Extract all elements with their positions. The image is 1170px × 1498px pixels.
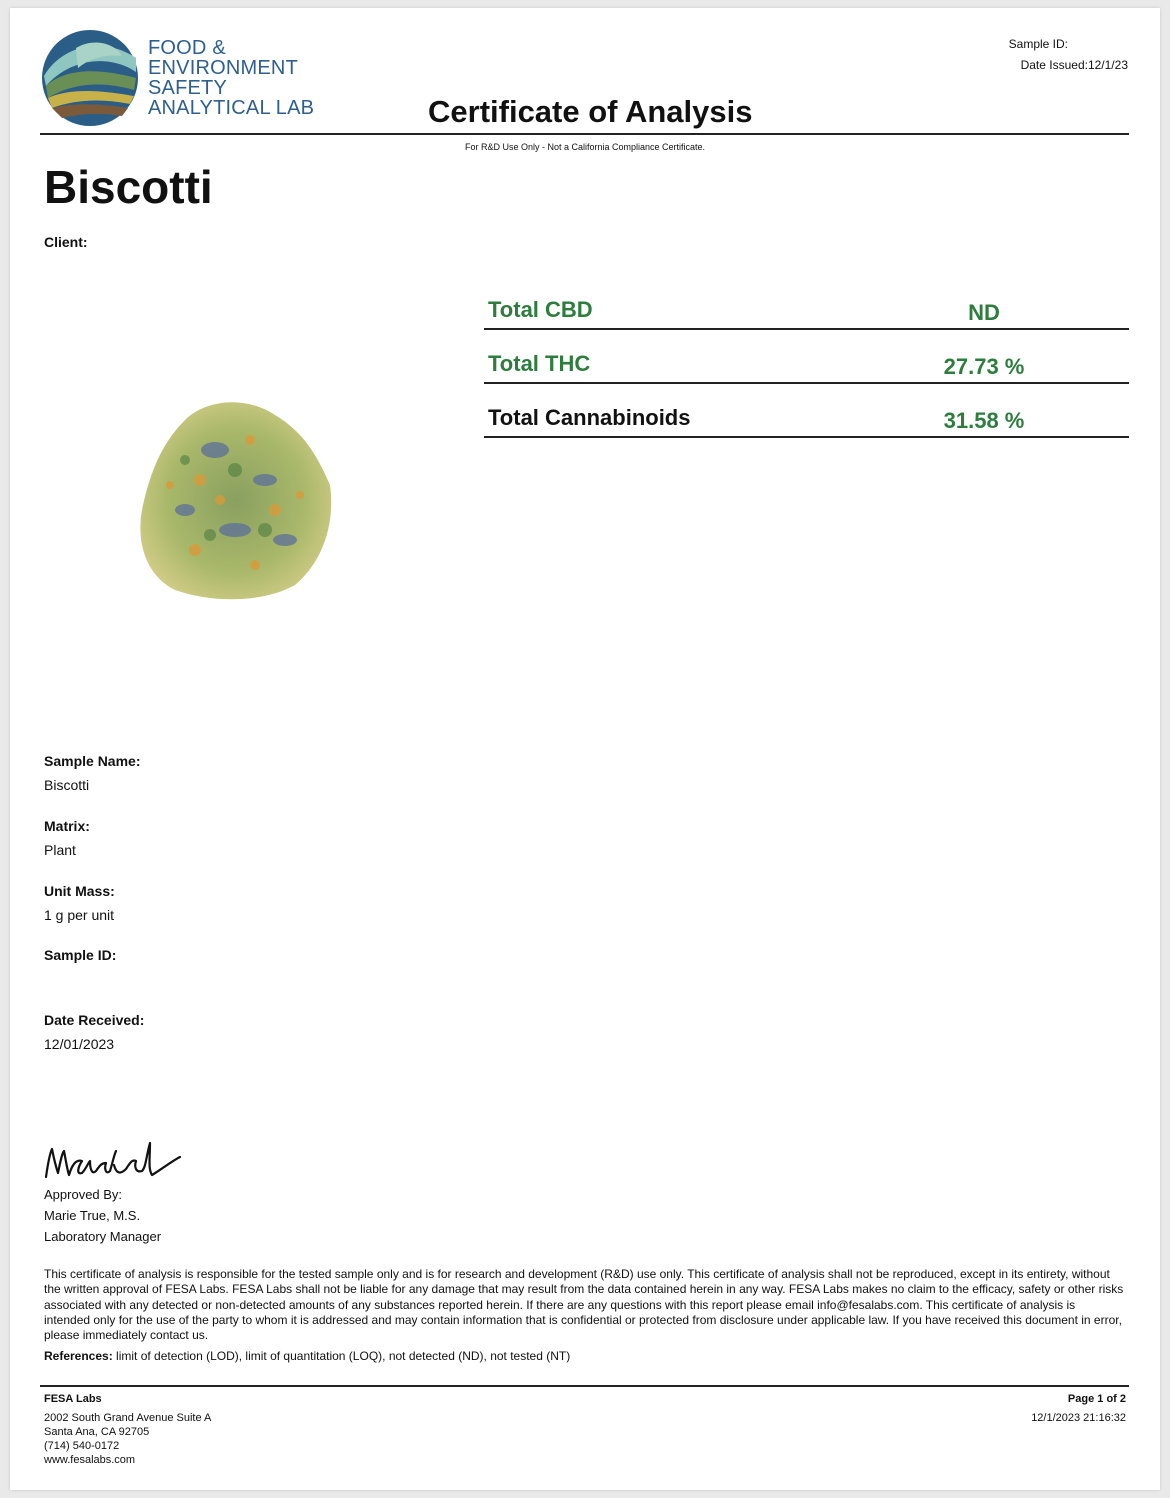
footer-page-info: [1031, 1392, 1126, 1425]
approver-name: Marie True, M.S.: [44, 1208, 141, 1223]
footer-address-line2: Santa Ana, CA 92705: [44, 1426, 150, 1438]
potency-row-thc: [484, 338, 1129, 384]
potency-label: Total CBD: [488, 297, 593, 322]
matrix-label: Matrix:: [44, 818, 90, 834]
signature-image: [42, 1133, 182, 1183]
sample-title: Biscotti: [44, 161, 213, 213]
header-meta: [1009, 34, 1128, 76]
potency-row-total: [484, 392, 1129, 438]
approval-block: [44, 1184, 161, 1247]
header-divider: [40, 133, 1129, 135]
potency-row-cbd: [484, 284, 1129, 330]
rnd-note: For R&D Use Only - Not a California Compliance Certificate.: [464, 142, 706, 152]
sample-name-label: Sample Name:: [44, 753, 141, 769]
date-issued-value: 12/1/23: [1087, 58, 1128, 72]
potency-value: 31.58 %: [943, 408, 1025, 433]
flower-bud-image: [125, 390, 340, 605]
date-issued-label: Date Issued:: [1020, 58, 1088, 72]
sample-name-value: Biscotti: [44, 777, 90, 793]
lab-logo-icon: [40, 28, 140, 128]
approved-by-label: Approved By:: [44, 1187, 123, 1202]
document-title: Certificate of Analysis: [428, 94, 753, 129]
matrix-block: [44, 818, 90, 858]
logo-line: SAFETY: [148, 77, 227, 99]
logo-line: ENVIRONMENT: [148, 57, 298, 79]
logo-line: FOOD &: [148, 37, 226, 59]
disclaimer-text: This certificate of analysis is responsible for the tested sample only and is for research and development (R&D) use only. This certificate of analysis shall not be reproduced, except in its entirety, without the written approval of FESA Labs. FESA Labs shall not be liable for any damage that may result from the data contained herein in any way. FESA Labs makes no claim to the efficacy, safety or other risks associated with any detected or non-detected amounts of any substances reported herein. If there are any questions with this report please email info@fesalabs.com. This certificate of analysis is intended only for the use of the party to whom it is addressed and may contain information that is confidential or protected from disclosure under applicable law. If you have received this document in error, please immediately contact us.: [44, 1267, 1124, 1343]
sample-id-block: [44, 947, 116, 963]
footer-company: FESA Labs: [44, 1393, 102, 1405]
footer-divider: [40, 1385, 1129, 1387]
sample-id-label: Sample ID:: [44, 947, 117, 963]
matrix-value: Plant: [44, 842, 76, 858]
references-label: References:: [44, 1349, 113, 1363]
potency-label: Total THC: [488, 351, 591, 376]
logo-line: ANALYTICAL LAB: [148, 97, 315, 119]
references: [44, 1349, 570, 1363]
footer-address: [44, 1392, 211, 1467]
footer-phone: (714) 540-0172: [44, 1440, 120, 1452]
certificate-page: [10, 8, 1160, 1490]
unit-mass-block: [44, 883, 115, 923]
page-number: Page 1 of 2: [1067, 1393, 1126, 1405]
footer-address-line1: 2002 South Grand Avenue Suite A: [44, 1412, 212, 1424]
lab-logo-text: [148, 38, 314, 118]
approver-title: Laboratory Manager: [44, 1229, 162, 1244]
unit-mass-value: 1 g per unit: [44, 907, 115, 923]
sample-name-block: [44, 753, 140, 793]
print-timestamp: 12/1/2023 21:16:32: [1031, 1412, 1126, 1424]
potency-label: Total Cannabinoids: [488, 405, 691, 430]
sample-id-label: Sample ID:: [1008, 37, 1068, 51]
references-text: limit of detection (LOD), limit of quantitation (LOQ), not detected (ND), not tested (NT): [116, 1349, 571, 1363]
date-received-value: 12/01/2023: [44, 1036, 115, 1052]
potency-value: 27.73 %: [943, 354, 1025, 379]
unit-mass-label: Unit Mass:: [44, 883, 115, 899]
date-received-block: [44, 1012, 144, 1052]
potency-value: ND: [968, 300, 1000, 325]
footer-website: www.fesalabs.com: [44, 1454, 136, 1466]
client-label: Client:: [44, 234, 88, 250]
date-received-label: Date Received:: [44, 1012, 145, 1028]
